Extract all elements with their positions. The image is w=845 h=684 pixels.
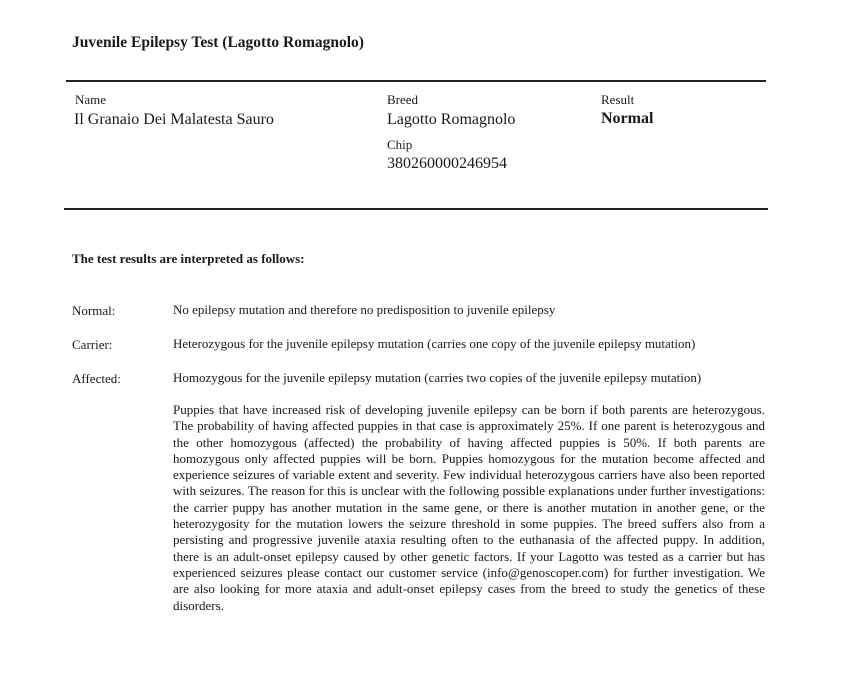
result-value: Normal [601,110,654,127]
definition-term-affected: Affected: [72,371,121,386]
chip-label: Chip [387,137,413,152]
breed-label: Breed [387,92,419,107]
definition-term-normal: Normal: [72,303,116,318]
chip-number: 380260000246954 [387,155,507,172]
breed-value: Lagotto Romagnolo [387,111,516,128]
top-divider [66,80,766,82]
definition-term-carrier: Carrier: [72,337,113,352]
name-label: Name [75,92,107,107]
dog-name: Il Granaio Dei Malatesta Sauro [74,111,274,128]
report-title: Juvenile Epilepsy Test (Lagotto Romagnolo) [72,34,364,51]
definition-desc-affected: Homozygous for the juvenile epilepsy mutation (carries two copies of the juvenile epilepsy mutation) [173,370,702,385]
interpretation-heading: The test results are interpreted as follows: [72,251,305,266]
definition-desc-carrier: Heterozygous for the juvenile epilepsy mutation (carries one copy of the juvenile epilepsy mutation) [173,336,696,351]
bottom-divider [64,208,768,210]
result-label: Result [601,92,635,107]
definition-desc-normal: No epilepsy mutation and therefore no predisposition to juvenile epilepsy [173,302,556,317]
explanation-paragraph: Puppies that have increased risk of developing juvenile epilepsy can be born if both parents are heterozygous. The probability of having affected puppies in that case is approximately 25%. If one parent is heterozygous and the other homozygous (affected) the probability of having affected puppies is 50%. If both parents are homozygous only affected puppies will be born. Puppies homozygous for the mutation become affected and experience seizures of variable extent and severity. Few individual heterozygous carriers have also been reported with seizures. The reason for this is unclear with the following possible explanations under further investigations: the carrier puppy has another mutation in the same gene, or there is another mutation in another gene, or the heterozygosity for the mutation lowers the seizure threshold in some puppies. The breed suffers also from a persisting and progressive juvenile ataxia resulting often to the euthanasia of the affected puppy. In addition, there is an adult-onset epilepsy caused by other genetic factors. If your Lagotto was tested as a carrier but has experienced seizures please contact our customer service (info@genoscoper.com) for further investigation. We are also looking for more ataxia and adult-onset epilepsy cases from the breed to study the genetics of these disorders. [173,402,765,613]
